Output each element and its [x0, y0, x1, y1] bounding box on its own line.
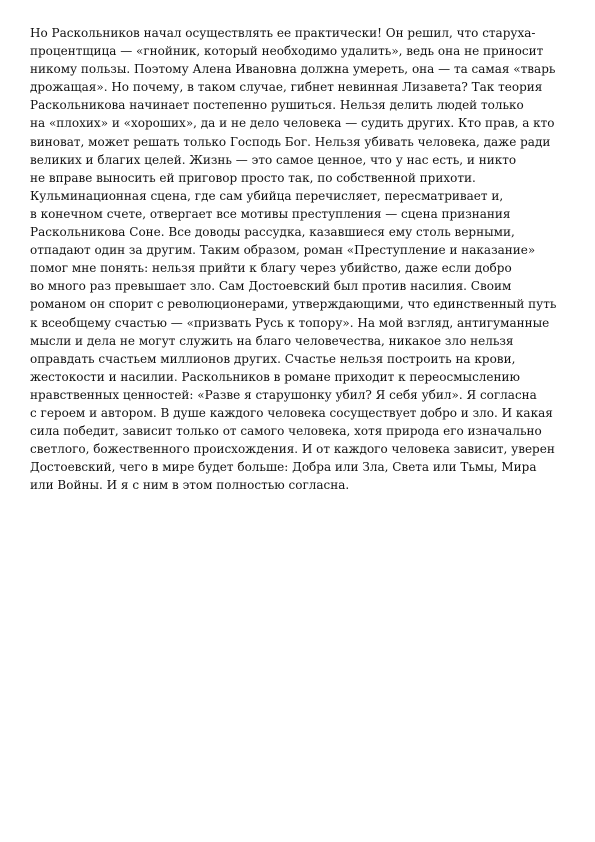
text-line: Достоевский, чего в мире будет больше: Добра или Зла, Света или Тьмы, Мира [30, 460, 537, 475]
text-line: виноват, может решать только Господь Бог. Нельзя убивать человека, даже ради [30, 134, 551, 149]
text-line: к всеобщему счастью — «призвать Русь к топору». На мой взгляд, антигуманные [30, 315, 550, 330]
text-line: во много раз превышает зло. Сам Достоевский был против насилия. Своим [30, 279, 512, 294]
text-line: нравственных ценностей: «Разве я старушонку убил? Я себя убил». Я согласна [30, 387, 537, 402]
text-line: Но Раскольников начал осуществлять ее практически! Он решил, что старуха- [30, 26, 536, 40]
text-line: сила победит, зависит только от самого человека, хотя природа его изначально [30, 424, 542, 439]
text-line: оправдать счастьем миллионов других. Счастье нельзя построить на крови, [30, 351, 516, 366]
text-line: Кульминационная сцена, где сам убийца перечисляет, пересматривает и, [30, 188, 504, 203]
text-line: Раскольникова Соне. Все доводы рассудка, казавшиеся ему столь верными, [30, 225, 515, 240]
text-line: процентщица — «гнойник, который необходимо удалить», ведь она не приносит [30, 44, 544, 59]
text-line: Раскольникова начинает постепенно рушиться. Нельзя делить людей только [30, 98, 524, 113]
text-line: мысли и дела не могут служить на благо человечества, никакое зло нельзя [30, 333, 514, 348]
text-line: великих и благих целей. Жизнь — это самое ценное, что у нас есть, и никто [30, 152, 517, 167]
text-line: дрожащая». Но почему, в таком случае, гибнет невинная Лизавета? Так теория [30, 80, 543, 95]
text-line: отпадают один за другим. Таким образом, роман «Преступление и наказание» [30, 243, 536, 258]
text-line: в конечном счете, отвергает все мотивы преступления — сцена признания [30, 206, 511, 221]
text-line: с героем и автором. В душе каждого человека сосуществует добро и зло. И какая [30, 405, 553, 420]
text-line: не вправе выносить ей приговор просто так, по собственной прихоти. [30, 170, 476, 185]
text-line: никому пользы. Поэтому Алена Ивановна должна умереть, она — та самая «тварь [30, 62, 556, 77]
text-line: помог мне понять: нельзя прийти к благу через убийство, даже если добро [30, 261, 512, 276]
essay-text [30, 24, 570, 494]
text-line: светлого, божественного происхождения. И от каждого человека зависит, уверен [30, 442, 555, 457]
text-line: романом он спорит с революционерами, утверждающими, что единственный путь [30, 297, 557, 312]
text-line: жестокости и насилии. Раскольников в романе приходит к переосмыслению [30, 369, 520, 384]
text-line: на «плохих» и «хороших», да и не дело человека — судить других. Кто прав, а кто [30, 116, 555, 131]
text-line: или Войны. И я с ним в этом полностью согласна. [30, 478, 350, 493]
